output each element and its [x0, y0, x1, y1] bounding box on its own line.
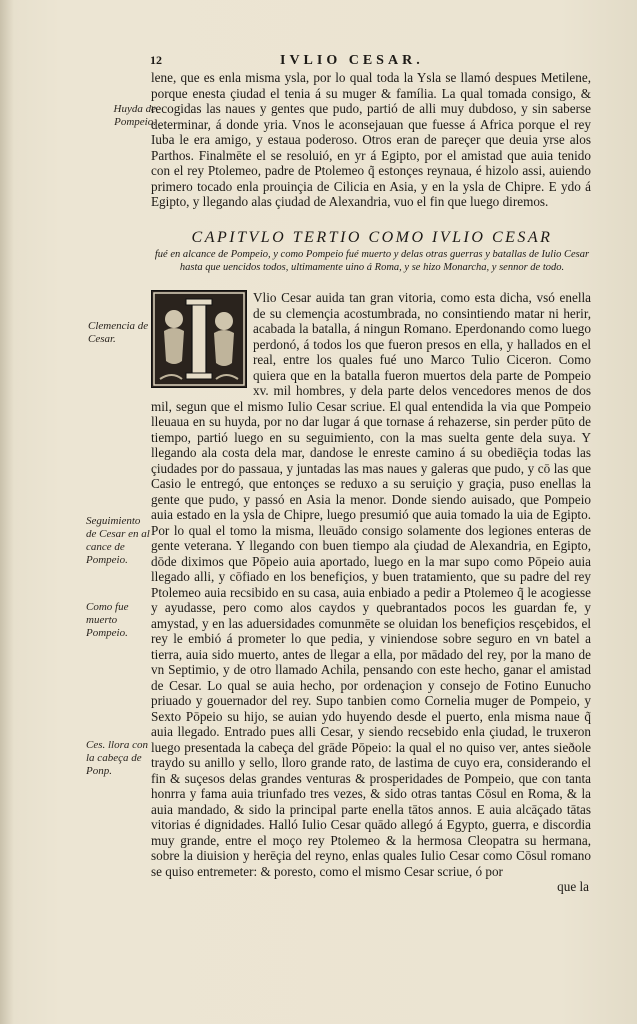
- chapter-title: CAPITVLO TERTIO COMO IVLIO CESAR: [191, 229, 553, 246]
- chapter-heading: [152, 229, 592, 274]
- chapter-subtitle: fué en alcance de Pompeio, y como Pompeio fué muerto y delas otras guerras y batallas de Iulio Cesar hasta que uencidos todos, ultimamente uino á Roma, y se hizo Monarcha, y sennor de todo.: [154, 249, 590, 273]
- page-header: [0, 53, 637, 71]
- margin-note-huyda: Huyda de Pompeio.: [113, 103, 156, 128]
- decorated-initial-I-image: [151, 290, 247, 388]
- catchword: que la: [557, 879, 589, 894]
- margin-note-cabeca: Ces. llora con la cabeça de Ponp.: [86, 739, 149, 777]
- margin-note-clemencia: Clemencia de Cesar.: [88, 320, 149, 345]
- margin-note-seguimiento: Seguimiento de Cesar en al cance de Pompeio.: [86, 515, 150, 566]
- margin-note-muerte: Como fue muerto Pompeio.: [86, 601, 129, 639]
- paragraph-top: lene, que es enla misma ysla, por lo qual toda la Ysla se llamó despues Metilene, porque enesta çiudad el tenia á su muger & família. La qual tomada consigo, & recogidas las naues y gentes que pudo, partió de alli muy dubdoso, y sin saberse determinar, á donde yria. Vnos le aconsejauan que fuesse á Africa porque el rey Iuba le era amigo, y estaua poderoso. Otros eran de pareçer que deuia yrse alos Parthos. Finalmēte el se resoluió, en yr á Egipto, por el amistad que auia tenido con el rey Ptolemeo, padre de Ptolemeo q̃ estonçes reynaua, é hizolo assi, auiendo primero tocado enla prouinçia de Cilicia en Asia, y en la ysla de Chipre. E ydo á Egipto, y llegando alas çiudad de Alexandria, vuo el fin que luego diremos.: [151, 70, 591, 209]
- running-head: IVLIO CESAR.: [280, 53, 424, 68]
- body-text-top: [151, 70, 591, 210]
- body-text-chapter: [151, 290, 591, 895]
- page-number: 12: [150, 53, 162, 67]
- paragraph-chapter: Vlio Cesar auida tan gran vitoria, como esta dicha, vsó enella de su clemençia acostumbrada, no consintiendo matar ni herir, acabada la batalla, á ningun Romano. Eperdonando como luego perdonó, á todos los que fueron presos en ella, y hallados en el real, entre los quales fué uno Marco Tulio Ciceron. Como quiera que en la batalla fueron muertos dela parte de Pompeio xv. mil hombres, y dela parte delos vencedores menos de dos mil, segun que el mismo Iulio Cesar scriue. El qual entendida la via que Pompeio lleuaua en su huyda, por no dar lugar á que tornase á rehazerse, sin perder pūto de tiempo, partió luego en su seguimiento, con la mas suelta gente dela suya. Y llegando ala costa dela mar, dandose le enreste camino á su obediēçia todas las çiudades por do passaua, y juntadas las mas naues y galeras que pudo, y cō las que Casio le entregó, que entonçes se reduxo a su seruiçio y graçia, puso enellas la gente que pudo, y passó en Asia la menor. Donde siendo auisado, que Pompeio auia estado en la ysla de Chipre, luego presumió que auia tomado la uia de Egipto. Por lo qual el tomo la misma, lleuādo consigo solamente dos legiones enteras de gente veterana. Y llegando con buen tiempo ala çiudad de Alexandria, en Egipto, dōde diximos que Pōpeio auia aportado, luego en la mar supo como Pōpeio auia llegado alli, y cōfiado en los benefiçios, y buen tratamiento, que su padre del rey Ptolemeo auia recsibido en su casa, auia enbiado a pedir a Ptolemeo q̃ le acogiesse y ayudasse, pero como alos caydos y quebrantados pocos les guardan fe, y amystad, y en las aduersidades comunmēte se oluidan los benefiçios resçebidos, el rey le embió á prometer lo que pedia, y viniendose sobre seguro en vn batel a tierra, auia sido muerto, antes de llegar a ella, por mādado del rey, por la mano de vn Septimio, y de otro llamado Achila, pensando con este hecho, ganar el amistad de Cesar. Lo qual se auia hecho, por ordenaçion y consejo de Fotino Eunucho priuado y gouernador del rey. Supo tanbien como Cornelia muger de Pompeio, y Sexto Pōpeio su hijo, se auian ydo huyendo desde el puerto, enla misma naue q̃ auia llegado. Entrado pues alli Cesar, y siendo recsebido enla çiudad, le truxeron luego presentada la cabeça del grāde Pōpeio: la qual el no quiso ver, antes sieðole traydo su anillo y sello, lloro grande rato, de lastima de cuyo era, considerando el fin & suçesos delas grandes venturas & prosperidades de Pompeio, que con tanta honrra y fama auia triunfado tres vezes, & sido otras tantas Cōsul en Roma, & la auia mandado, & sido la principal parte enella tātos annos. E auia alcāçado tātas vitorias é dignidades. Halló Iulio Cesar quādo allegó á Egypto, guerra, e discordia muy grande, entre el moço rey Ptolemeo & la hermosa Cleopatra su hermana, sobre la diuision y herēçia del reyno, enlas quales Iulio Cesar como Cōsul romano se quiso entremeter: & poresto, como el mismo Cesar scriue, ó por: [151, 290, 591, 879]
